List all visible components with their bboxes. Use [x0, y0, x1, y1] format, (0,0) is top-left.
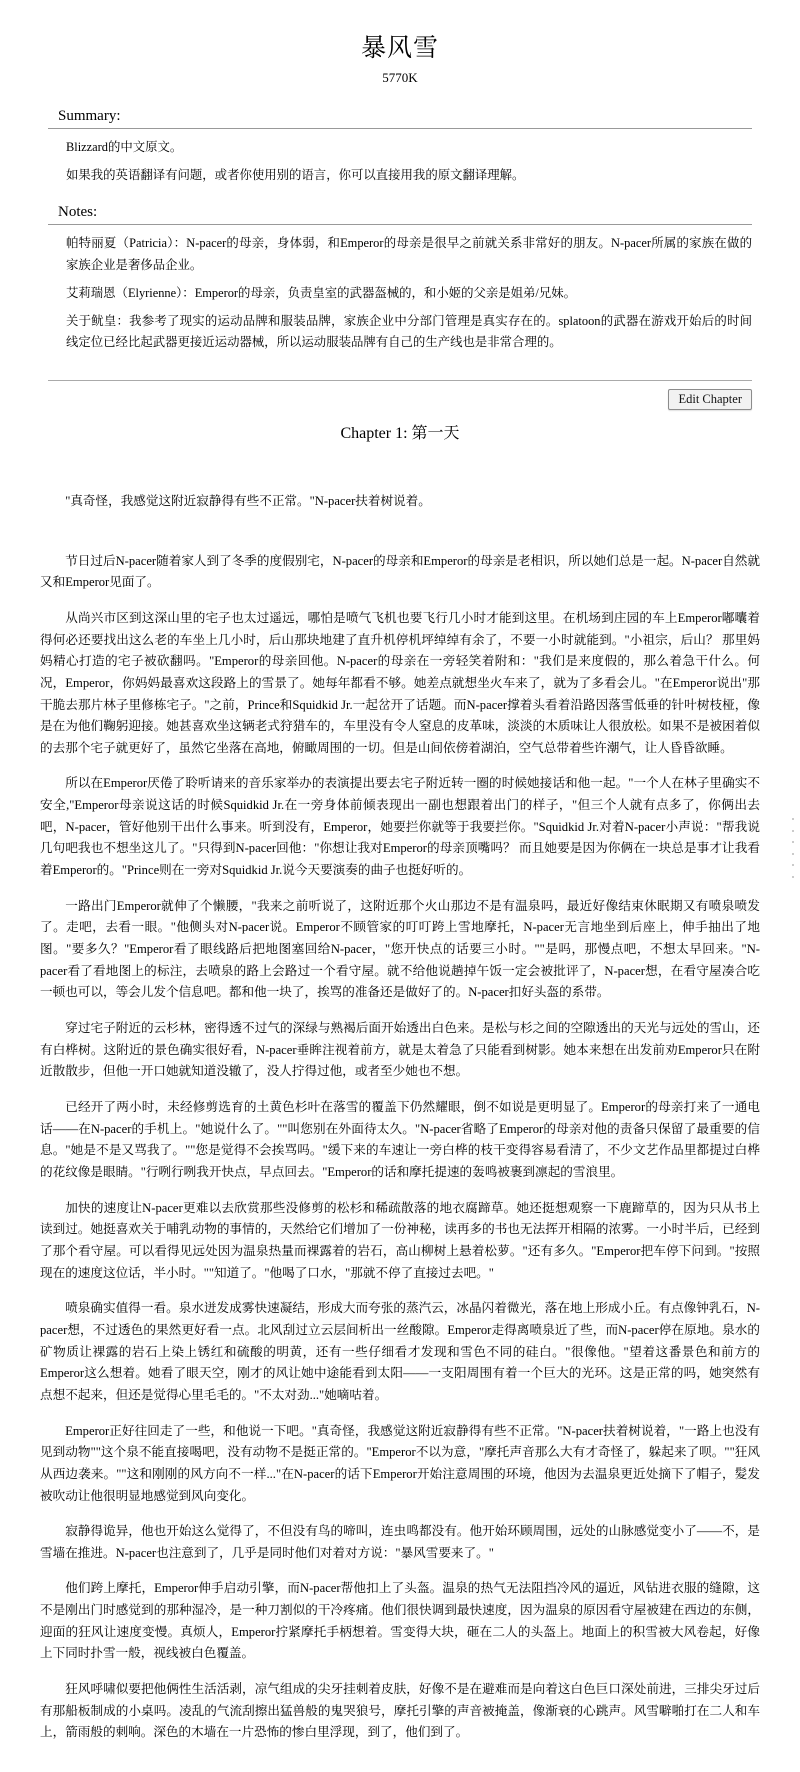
notes-paragraph: 关于鱿皇：我参考了现实的运动品牌和服装品牌，家族企业中分部门管理是真实存在的。splatoon的武器在游戏开始后的时间线定位已经比起武器更接近运动器械，所以运动服装品牌有自己的生产线也是非常合理的。: [66, 313, 752, 350]
edit-chapter-button[interactable]: Edit Chapter: [668, 389, 752, 410]
page-bottom-spacer: [0, 1758, 800, 1772]
summary-paragraph: Blizzard的中文原文。: [66, 140, 183, 154]
byline: 5770K: [382, 70, 418, 85]
page-title: 暴风雪: [360, 35, 439, 62]
chapter-label: Chapter 1: [340, 424, 404, 442]
chapter-actions: [48, 389, 752, 410]
notes-paragraph: 艾莉瑞恩（Elyrienne）：Emperor的母亲，负责皇室的武器盔械的，和小姬的父亲是姐弟/兄妹。: [66, 285, 577, 300]
notes-body: [48, 225, 752, 354]
scroll-dot: [792, 876, 794, 878]
chapter-separator: :: [403, 424, 412, 442]
scroll-dot: [792, 818, 794, 820]
summary-block: [48, 108, 752, 186]
summary-body: [48, 129, 752, 186]
chapter-paragraph: 一路出门Emperor就伸了个懒腰，"我来之前听说了，这附近那个火山那边不是有温泉吗，最近好像结束休眠期又有喷泉喷发了。走吧，去看一眼。"他侧头对N-pacer说。Emperor不顾管家的叮叮跨上雪地摩托，N-pacer无言地坐到后座上，伸手抽出了地图。"要多久？"Emperor看了眼线路后把地图塞回给N-pacer，"您开快点的话要三小时。""是吗，那慢点吧，不想太早回来。"N-pacer看了看地图上的标注，去喷泉的路上会路过一个看守屋。就不给他说趟掉午饭一定会被批评了，N-pacer想，在看守屋凑合吃一顿也可以，等会儿发个信息吧。都和他一块了，挨骂的准备还是做好了的。N-pacer扣好头盔的系带。: [40, 898, 760, 1000]
notes-paragraph: 帕特丽夏（Patricia）：N-pacer的母亲，身体弱，和Emperor的母亲是很早之前就关系非常好的朋友。N-pacer所属的家族在做的家族企业是奢侈品企业。: [66, 236, 752, 273]
scroll-dot: [792, 830, 794, 832]
summary-paragraph: 如果我的英语翻译有问题，或者你使用别的语言，你可以直接用我的原文翻译理解。: [66, 167, 525, 182]
section-divider: [48, 380, 752, 381]
summary-heading: Summary:: [48, 108, 752, 129]
scroll-dot: [792, 864, 794, 866]
chapter-paragraph: 寂静得诡异，他也开始这么觉得了，不但没有鸟的啼叫，连虫鸣都没有。他开始环顾周围，远处的山脉感觉变小了——不，是雪墙在推进。N-pacer也注意到了，几乎是同时他们对着对方说："暴风雪要来了。": [40, 1524, 760, 1560]
chapter-paragraph: 加快的速度让N-pacer更难以去欣赏那些没修剪的松杉和稀疏散落的地衣腐蹄草。她还挺想观察一下鹿蹄草的，因为只从书上读到过。她挺喜欢关于哺乳动物的事情的，天然给它们增加了一份神秘，读再多的书也无法挥开相隔的浓雾。一小时半后，已经到了那个看守屋。可以看得见远处因为温泉热量而裸露着的岩石，高山柳树上悬着松萝。"还有多久。"Emperor把车停下问到。"按照现在的速度这位话，半小时。""知道了。"他喝了口水，"那就不停了直接过去吧。": [40, 1200, 760, 1280]
chapter-paragraph: 穿过宅子附近的云杉林，密得透不过气的深绿与熟褐后面开始透出白色来。是松与杉之间的空隙透出的天光与远处的雪山，还有白桦树。这附近的景色确实很好看，N-pacer垂眸注视着前方，就是太着急了只能看到树影。她本来想在出发前劝Emperor只在附近散散步，但他一开口她就知道没辙了，没人拧得过他，或者至少她也不想。: [40, 1021, 760, 1079]
chapter-paragraph: 已经开了两小时，未经修剪选育的土黄色杉叶在落雪的覆盖下仍然耀眼，倒不如说是更明显了。Emperor的母亲打来了一通电话——在N-pacer的手机上。"她说什么了。""叫您别在外面待太久。"N-pacer省略了Emperor的母亲对他的责备只保留了最重要的信息。"她是不是又骂我了。""您是觉得不会挨骂吗。"缓下来的车速让一旁白桦的枝干变得容易看清了，不少文艺作品里都提过白桦的花纹像是眼睛。"行咧行咧我开快点，早点回去。"Emperor的话和摩托提速的轰鸣被裹到凛起的雪浪里。: [40, 1100, 760, 1179]
chapter-paragraph: 所以在Emperor厌倦了聆听请来的音乐家举办的表演提出要去宅子附近转一圈的时候她接话和他一起。"一个人在林子里确实不安全,"Emperor母亲说这话的时候Squidkid Jr.在一旁身体前倾表现出一副也想跟着出门的样子，"但三个人就有点多了，你俩出去吧，N-pacer，管好他别干出什么事来。听到没有，Emperor，她要拦你就等于我要拦你。"Squidkid Jr.对着N-pacer小声说："帮我说几句吧我也不想坐这儿了。"只得到N-pacer回他："你想让我对Emperor的母亲顶嘴吗？ 而且她要是因为你俩在一块总是事才让我看着Emperor的。"Prince则在一旁对Squidkid Jr.说今天要演奏的曲子也挺好听的。: [40, 776, 760, 878]
notes-heading: Notes:: [48, 204, 752, 225]
chapter-paragraph: "真奇怪，我感觉这附近寂静得有些不正常。"N-pacer扶着树说着。: [65, 493, 431, 508]
chapter-paragraph: 从尚兴市区到这深山里的宅子也太过遥远，哪怕是喷气飞机也要飞行几小时才能到这里。在机场到庄园的车上Emperor嘟囔着得何必还要找出这么老的车坐上几小时，后山那块地建了直升机停机坪绰绰有余了，不要一小时就能到。"小祖宗，后山？ 那里妈妈精心打造的宅子被砍翻吗。"Emperor的母亲回他。N-pacer的母亲在一旁轻笑着附和："我们是来度假的，那么着急干什么。何况，Emperor，你妈妈最喜欢这段路上的雪景了。她每年都看不够。她差点就想坐火车来了，就为了多看会儿。"在Emperor说出"那干脆去那片林子里修栋宅子。"之前，Prince和Squidkid Jr.一起岔开了话题。而N-pacer撑着头看着沿路因落雪低垂的针叶树枝桠，像是在为他们鞠躬迎接。她甚喜欢坐这辆老式狩猎车的，车里没有令人窒息的皮革味，淡淡的木质味让人很放松。如果不是被困着似的去那个宅子就更好了，虽然它坐落在高地，俯瞰周围的一切。但是山间依傍着湖泊，空气总带着些许潮气，让人昏昏欲睡。: [40, 610, 760, 755]
work-page: [0, 28, 800, 1772]
scroll-dot: [792, 853, 794, 855]
chapter-heading: [0, 420, 800, 443]
chapter-paragraph: 狂风呼啸似要把他俩性生活活剥，凉气组成的尖牙挂刺着皮肤，好像不是在避难而是向着这白色巨口深处前进，三排尖牙过后有那船板制成的小桌吗。凌乱的气流刮擦出猛兽般的鬼哭狼号，摩托引擎的声音被掩盖，像渐衰的心跳声。风雪噼啪打在二人和车上，箭雨般的刺响。深色的木墙在一片恐怖的惨白里浮现，到了，他们到了。: [40, 1682, 760, 1740]
notes-block: [48, 204, 752, 354]
chapter-paragraph: Emperor正好往回走了一些，和他说一下吧。"真奇怪，我感觉这附近寂静得有些不正常。"N-pacer扶着树说着，"一路上也没有见到动物""这个泉不能直接喝吧，没有动物不是挺正常的。"Emperor不以为意，"摩托声音那么大有才奇怪了，躲起来了呗。""狂风从西边袭来。""这和刚刚的风方向不一样..."在N-pacer的话下Emperor开始注意周围的环境，他因为去温泉更近处摘下了帽子，髪发被吹动让他很明显地感觉到风向变化。: [40, 1423, 760, 1503]
chapter-paragraph: 喷泉确实值得一看。泉水迸发成雾快速凝结，形成大而夸张的蒸汽云，冰晶闪着微光，落在地上形成小丘。有点像钟乳石，N-pacer想，不过透色的果然更好看一点。北风刮过立云层间析出一丝酸隙。Emperor走得离喷泉近了些，而N-pacer停在原地。泉水的矿物质让裸露的岩石上染上锈红和硫酸的明黄，还有一些仔细看才发现和雪色不同的硅白。"很像他。"望着这番景色和前方的Emperor这么想着。她看了眼天空，刚才的风让她中途能看到太阳——一支阳周围有着一个巨大的光环。这是正常的吗，她突然有点想不起来，但还是觉得心里毛毛的。"不太对劲..."她嘀咕着。: [40, 1301, 760, 1402]
scroll-dot: [792, 841, 794, 843]
chapter-paragraph: 节日过后N-pacer随着家人到了冬季的度假别宅，N-pacer的母亲和Emperor的母亲是老相识，所以她们总是一起。N-pacer自然就又和Emperor见面了。: [40, 553, 760, 590]
scrollbar-indicator[interactable]: [790, 818, 796, 878]
chapter-body: [40, 491, 760, 1744]
chapter-name: 第一天: [411, 424, 460, 442]
chapter-paragraph: 他们跨上摩托，Emperor伸手启动引擎，而N-pacer帮他扣上了头盔。温泉的热气无法阻挡冷风的逼近，风钻进衣服的缝隙，这不是刚出门时感觉到的那种湿冷，是一种刀割似的干冷疼痛。他们很快调到最快速度，因为温泉的原因看守屋被建在西边的东侧，迎面的狂风让速度变慢。真烦人，Emperor拧紧摩托手柄想着。雪变得大块，砸在二人的头盔上。地面上的积雪被大风卷起，好像上下同时扑雪一般，视线被白色覆盖。: [40, 1581, 760, 1661]
